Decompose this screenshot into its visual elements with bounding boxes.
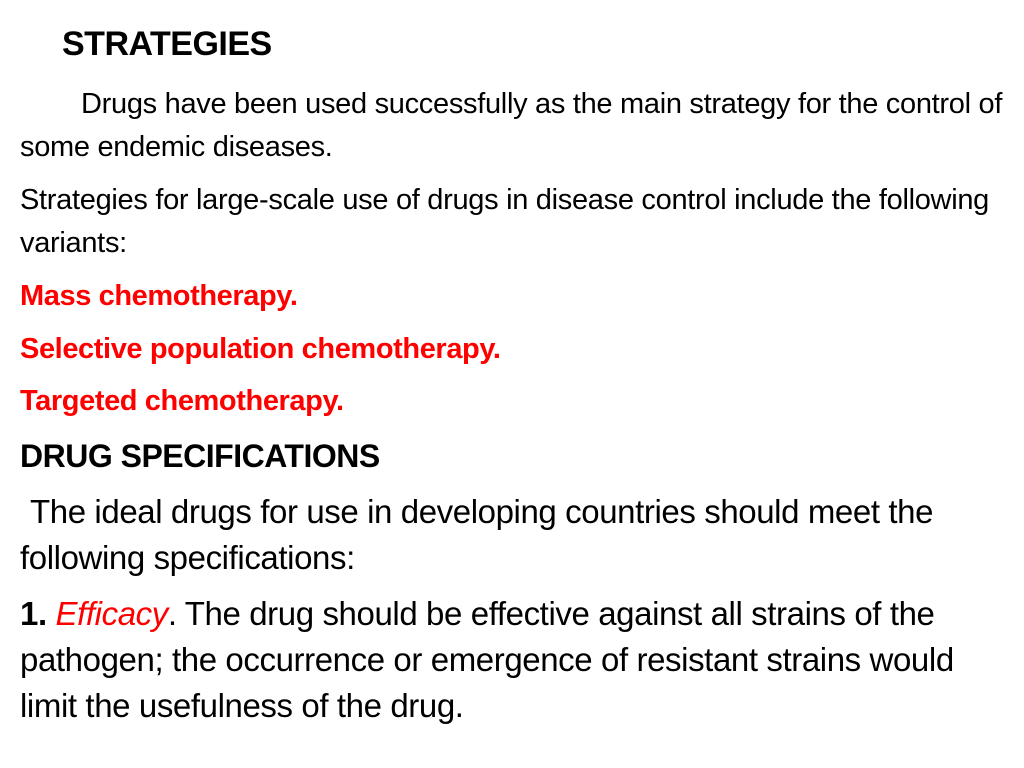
spec-item-1	[20, 591, 1010, 729]
spec-intro-text: The ideal drugs for use in developing countries should meet the following specifications:	[20, 493, 934, 576]
spec-item-keyword: Efficacy	[55, 595, 168, 632]
variant-targeted-chemotherapy: Targeted chemotherapy.	[20, 385, 344, 417]
slide-title: STRATEGIES	[62, 25, 272, 63]
spec-intro-paragraph	[20, 489, 1010, 581]
variant-selective-population-chemotherapy: Selective population chemotherapy.	[20, 333, 501, 365]
variant-mass-chemotherapy: Mass chemotherapy.	[20, 280, 298, 312]
section-heading-drug-specifications: DRUG SPECIFICATIONS	[20, 438, 380, 474]
spec-item-number: 1.	[20, 595, 47, 632]
intro-text: Drugs have been used successfully as the main strategy for the control of some endemic diseases.	[20, 88, 1003, 163]
strategies-intro: Strategies for large-scale use of drugs in disease control include the following variants:	[20, 184, 989, 259]
intro-paragraph	[20, 83, 1010, 169]
spec-item-text: . The drug should be effective against all strains of the pathogen; the occurrence or emergence of resistant strains would limit the usefulness of the drug.	[20, 595, 954, 724]
